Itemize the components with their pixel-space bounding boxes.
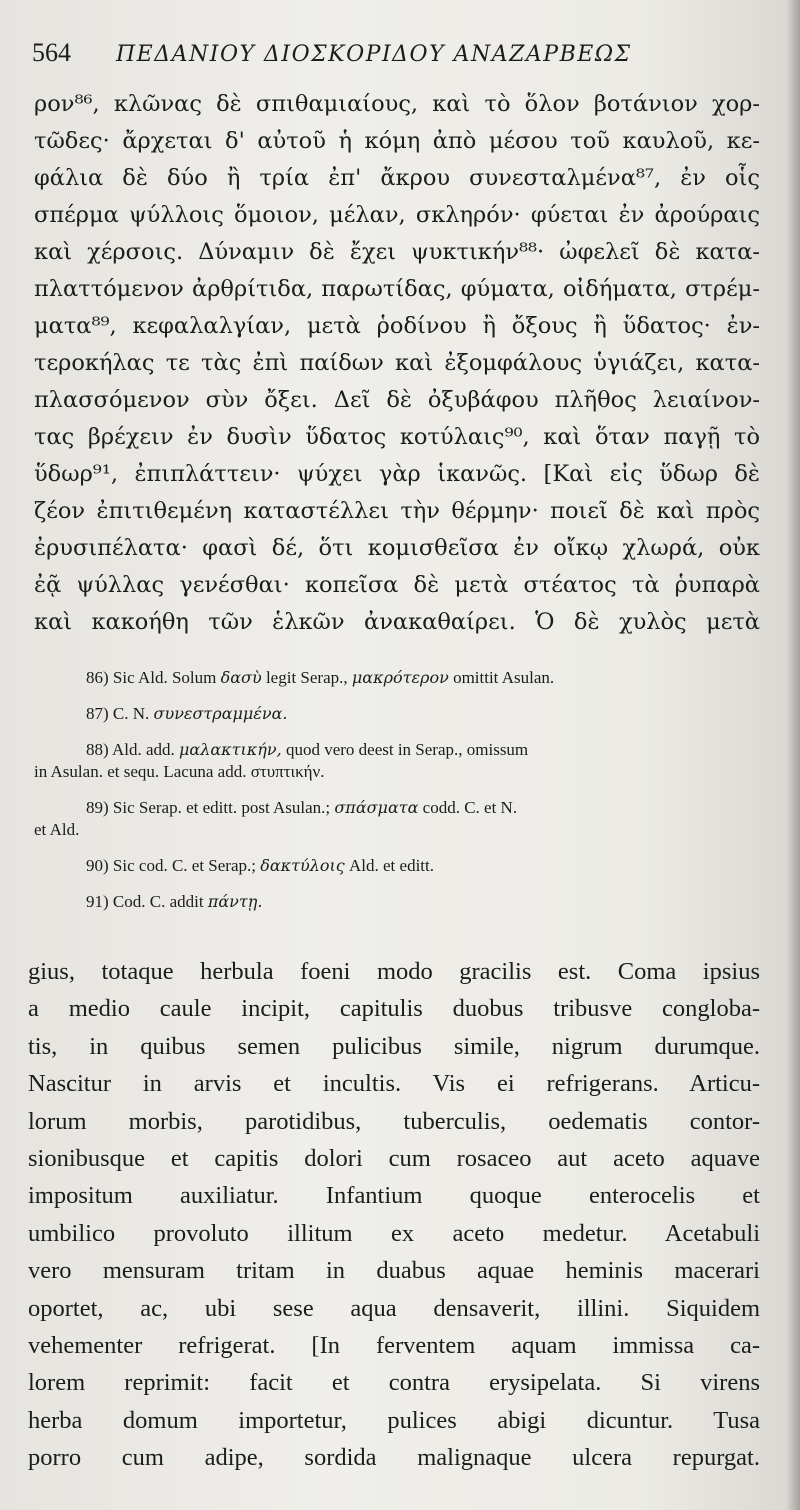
footnote-text: C. N.: [112, 704, 154, 723]
greek-line: τας βρέχειν ἐν δυσὶν ὕδατος κοτύλαις⁹⁰, καὶ ὅταν παγῇ τὸ: [34, 424, 760, 450]
page-number: 564: [32, 38, 71, 67]
greek-line: ὕδωρ⁹¹, ἐπιπλάττειν· ψύχει γὰρ ἱκανῶς. [Καὶ εἰς ὕδωρ δὲ: [34, 461, 760, 487]
footnote: [34, 667, 760, 689]
latin-line: impositum auxiliatur. Infantium quoque enterocelis et: [28, 1182, 760, 1210]
latin-line: gius, totaque herbula foeni modo gracilis est. Coma ipsius: [28, 958, 760, 985]
latin-text-block: [24, 953, 760, 1477]
footnote-greek: πάντῃ.: [207, 892, 263, 911]
greek-line: ματα⁸⁹, κεφαλαλγίαν, μετὰ ῥοδίνου ἢ ὄξους ἢ ὕδατος· ἐν-: [34, 313, 760, 339]
greek-line: τῶδες· ἄρχεται δ' αὐτοῦ ἡ κόμη ἀπὸ μέσου τοῦ καυλοῦ, κε-: [34, 128, 760, 154]
footnote-text: quod vero deest in Serap., omissum: [281, 740, 529, 759]
greek-line: πλαττόμενον ἀρθρίτιδα, παρωτίδας, φύματα, οἰδήματα, στρέμ-: [34, 276, 760, 302]
greek-line: πλασσόμενον σὺν ὄξει. Δεῖ δὲ ὀξυβάφου πλῆθος λειαίνον-: [34, 387, 760, 413]
footnote-continuation: et Ald.: [34, 820, 80, 839]
greek-line: φάλια δὲ δύο ἢ τρία ἐπ' ἄκρου συνεσταλμένα⁸⁷, ἐν οἷς: [34, 165, 760, 191]
greek-text-block: [24, 86, 760, 641]
greek-line: ἐρυσιπέλατα· φασὶ δέ, ὅτι κομισθεῖσα ἐν οἴκῳ χλωρά, οὐκ: [34, 535, 760, 561]
latin-line: oportet, ac, ubi sese aqua densaverit, illini. Siquidem: [28, 1294, 760, 1322]
footnote-greek: δακτύλοις: [260, 856, 345, 875]
footnote-greek: συνεστραμμένα.: [153, 704, 288, 723]
footnote: [34, 797, 760, 841]
greek-line: καὶ κακοήθη τῶν ἑλκῶν ἀνακαθαίρει. Ὁ δὲ χυλὸς μετὰ: [34, 609, 760, 635]
footnote-text: Cod. C. addit: [112, 892, 208, 911]
latin-line: a medio caule incipit, capitulis duobus tribusve congloba-: [28, 995, 760, 1023]
footnote: [34, 703, 760, 725]
footnote-text: Ald. et editt.: [344, 856, 434, 875]
latin-line: sionibusque et capitis dolori cum rosaceo aut aceto aquave: [28, 1145, 760, 1173]
running-title: ΠΕΔΑΝΙΟΥ ΔΙΟΣΚΟΡΙΔΟΥ ΑΝΑΖΑΡΒΕΩΣ: [116, 42, 632, 67]
latin-line: porro cum adipe, sordida malignaque ulcera repurgat.: [28, 1444, 760, 1472]
greek-line: ρον⁸⁶, κλῶνας δὲ σπιθαμιαίους, καὶ τὸ ὅλον βοτάνιον χορ-: [34, 91, 760, 117]
footnote-number: 90): [86, 856, 109, 875]
latin-line: lorum morbis, parotidibus, tuberculis, oedematis contor-: [28, 1107, 760, 1135]
footnote-greek: μαλακτικήν,: [179, 740, 282, 759]
footnote-number: 91): [86, 892, 109, 911]
greek-line: τεροκήλας τε τὰς ἐπὶ παίδων καὶ ἐξομφάλους ὑγιάζει, κατα-: [34, 350, 760, 376]
latin-line: umbilico provoluto illitum ex aceto medetur. Acetabuli: [28, 1219, 760, 1247]
footnote: [34, 739, 760, 783]
footnote-number: 88): [86, 740, 109, 759]
footnote-number: 87): [86, 704, 109, 723]
footnote-text: Sic Serap. et editt. post Asulan.;: [112, 798, 335, 817]
latin-line: tis, in quibus semen pulicibus simile, nigrum durumque.: [28, 1032, 760, 1060]
latin-line: herba domum importetur, pulices abigi dicuntur. Tusa: [28, 1406, 760, 1434]
footnote-text: Sic cod. C. et Serap.;: [112, 856, 261, 875]
greek-line: καὶ χέρσοις. Δύναμιν δὲ ἔχει ψυκτικήν⁸⁸· ὠφελεῖ δὲ κατα-: [34, 239, 760, 265]
greek-line: σπέρμα ψύλλοις ὅμοιον, μέλαν, σκληρόν· φύεται ἐν ἀρούραις: [34, 202, 760, 228]
footnote-number: 86): [86, 668, 109, 687]
footnote: [34, 855, 760, 877]
footnotes: [24, 667, 760, 913]
greek-line: ζέον ἐπιτιθεμένη καταστέλλει τὴν θέρμην· ποιεῖ δὲ καὶ πρὸς: [34, 498, 760, 524]
footnote-text: omittit Asulan.: [448, 668, 555, 687]
footnote-text: legit Serap.,: [261, 668, 352, 687]
footnote-text: Sic Ald. Solum: [112, 668, 221, 687]
page-header: [24, 38, 760, 78]
latin-line: lorem reprimit: facit et contra erysipelata. Si virens: [28, 1369, 760, 1397]
footnote-greek: δασὺ: [220, 668, 262, 687]
footnote-text: codd. C. et N.: [418, 798, 518, 817]
latin-line: vehementer refrigerat. [In ferventem aquam immissa ca-: [28, 1332, 760, 1360]
footnote-text: Ald. add.: [111, 740, 180, 759]
footnote-continuation: in Asulan. et sequ. Lacuna add. στυπτικήν.: [34, 762, 325, 781]
footnote-greek: σπάσματα: [334, 798, 419, 817]
latin-line: Nascitur in arvis et incultis. Vis ei refrigerans. Articu-: [28, 1070, 760, 1098]
footnote: [34, 891, 760, 913]
footnote-number: 89): [86, 798, 109, 817]
greek-line: ἐᾷ ψύλλας γενέσθαι· κοπεῖσα δὲ μετὰ στέατος τὰ ῥυπαρὰ: [34, 572, 760, 598]
footnote-greek: μακρότερον: [351, 668, 449, 687]
page-edge-shadow: [786, 0, 800, 1510]
latin-line: vero mensuram tritam in duabus aquae heminis macerari: [28, 1257, 760, 1285]
